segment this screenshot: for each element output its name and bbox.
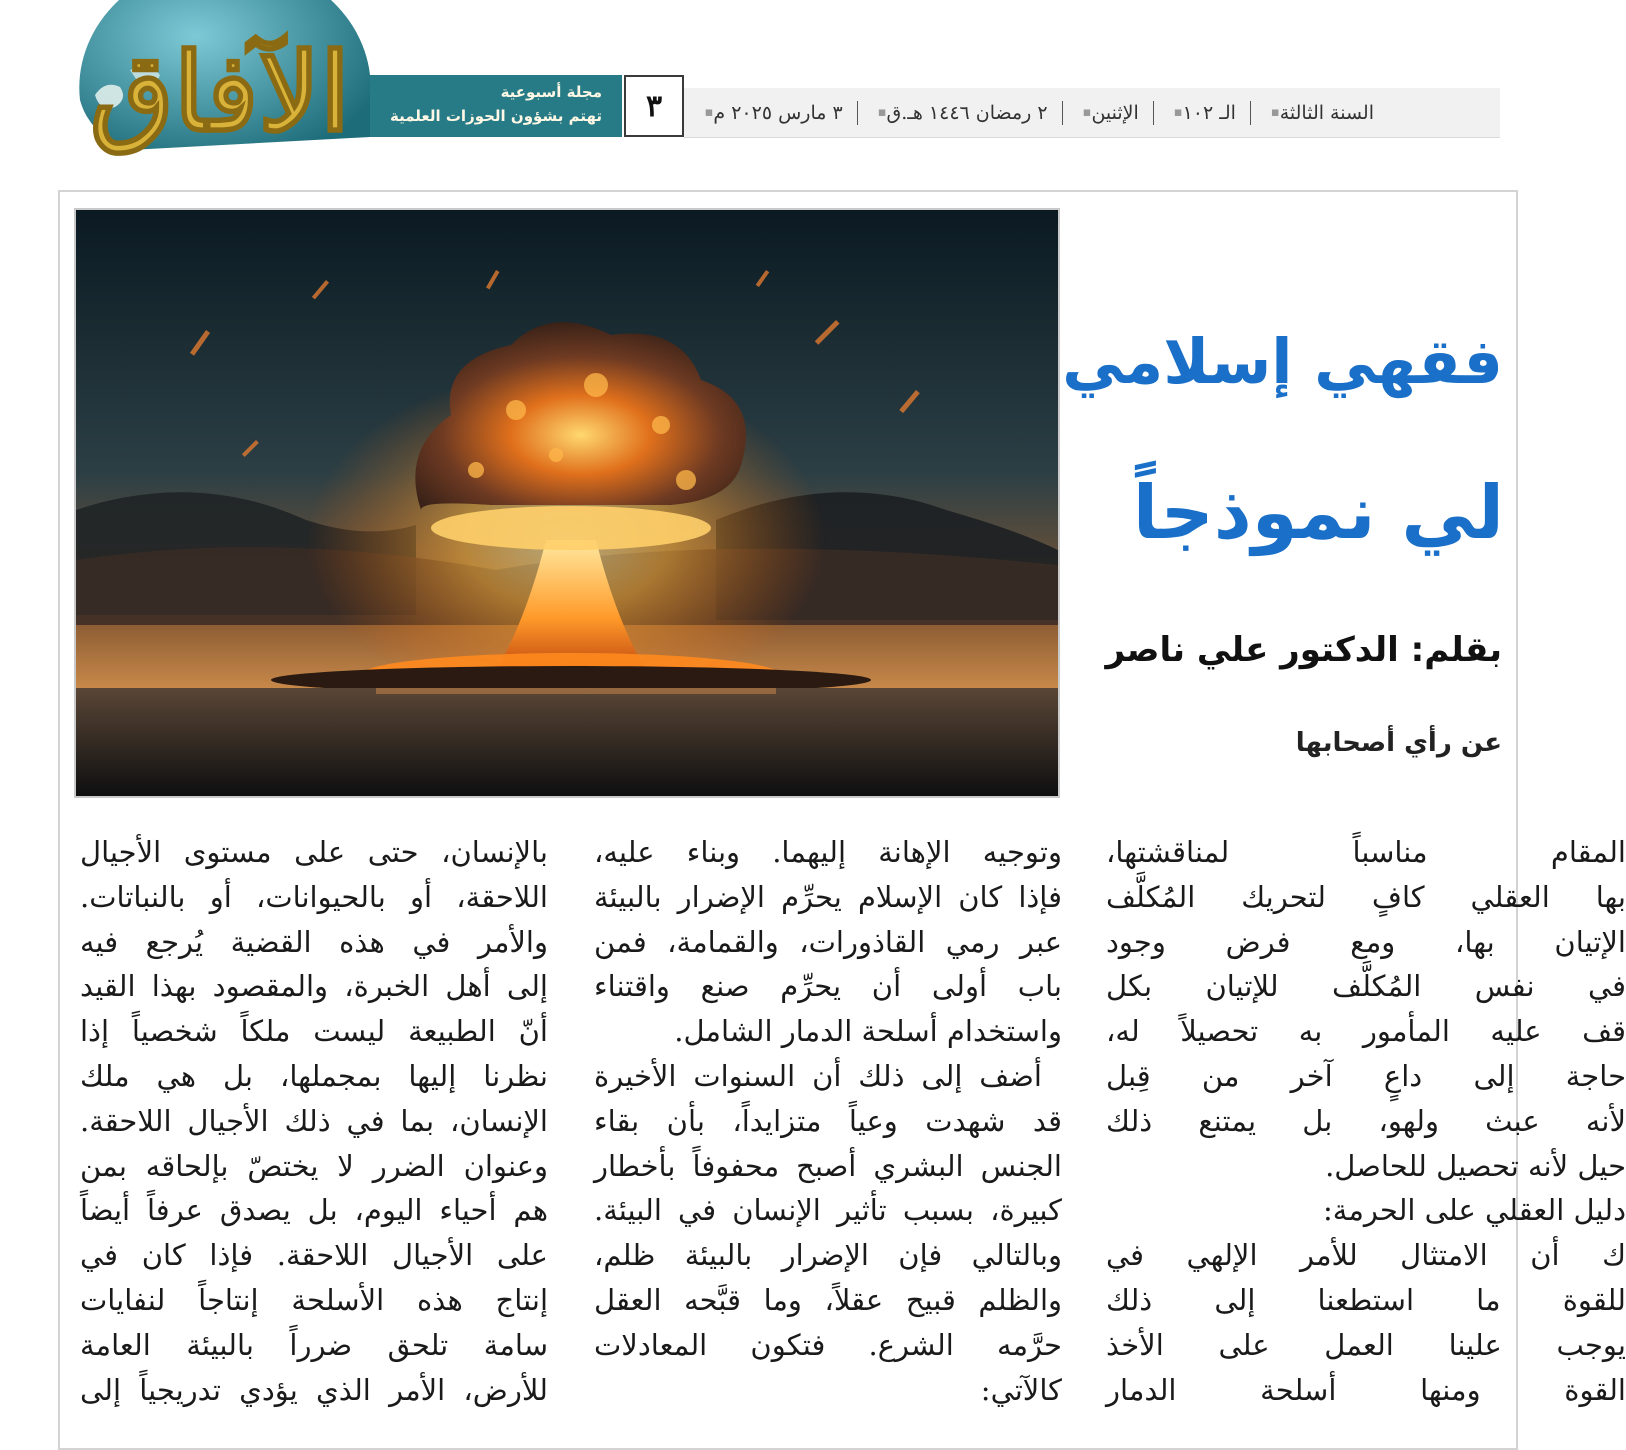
text-line: هم أحياء اليوم، بل يصدق عرفاً أيضاً [80, 1193, 548, 1228]
headline-line-2: لي نموذجاً [1132, 470, 1504, 556]
issue-year: ▪ السنة الثالثة [1270, 101, 1374, 124]
divider [857, 101, 858, 125]
text-line: حاجة إلى داعٍ آخر من قِبل [1106, 1058, 1626, 1093]
text-line: إنتاج هذه الأسلحة إنتاجاً لنفايات [80, 1282, 548, 1317]
text-line: كبيرة، بسبب تأثير الإنسان في البيئة. [594, 1193, 1062, 1228]
byline: بقلم: الدكتور علي ناصر [1105, 630, 1502, 670]
text-line: واستخدام أسلحة الدمار الشامل. [674, 1014, 1062, 1049]
text-line: وتوجيه الإهانة إليهما. وبناء عليه، [594, 835, 1062, 869]
issue-hijri-date: ▪ ٢ رمضان ١٤٤٦ هـ.ق [877, 101, 1048, 124]
mushroom-cloud-image [76, 210, 1058, 796]
text-line: للأرض، الأمر الذي يؤدي تدريجياً إلى [80, 1372, 548, 1407]
tagline-band [370, 75, 622, 137]
text-line: لأنه عبث ولهو، بل يمتنع ذلك [1106, 1103, 1626, 1138]
tagline-1: مجلة أسبوعية [500, 83, 602, 101]
headline-line-1: فقهي إسلامي [1062, 325, 1503, 398]
tagline-2: تهتم بشؤون الحوزات العلمية [390, 107, 602, 125]
text-line: حرَّمه الشرع. فتكون المعادلات [594, 1327, 1062, 1362]
issue-number: ▪ الـ ١٠٢ [1173, 101, 1236, 124]
text-line: الإتيان بها، ومع فرض وجود [1106, 924, 1626, 959]
logo [70, 0, 370, 175]
text-line: الجنس البشري أصبح محفوفاً بأخطار [594, 1148, 1062, 1183]
text-line: القوة ومنها أسلحة الدمار [1106, 1372, 1626, 1407]
article-photo [74, 208, 1060, 798]
article-column-left [80, 830, 548, 1427]
text-line: بها العقلي كافٍ لتحريك المُكلَّف [1106, 879, 1626, 914]
text-line: باب أولى أن يحرِّم صنع واقتناء [594, 969, 1062, 1004]
issue-gregorian-date: ▪ ٣ مارس ٢٠٢٥ م [704, 101, 843, 124]
text-line: أضف إلى ذلك أن السنوات الأخيرة [594, 1058, 1042, 1093]
text-line: الإنسان، بما في ذلك الأجيال اللاحقة. [80, 1103, 548, 1138]
text-line: أنّ الطبيعة ليست ملكاً شخصياً إذا [80, 1014, 548, 1049]
issue-info-bar [684, 88, 1500, 138]
text-line: إلى أهل الخبرة، والمقصود بهذا القيد [80, 969, 548, 1004]
text-line: قد شهدت وعياً متزايداً، بأن بقاء [594, 1103, 1062, 1138]
text-line: بالإنسان، حتى على مستوى الأجيال [80, 835, 548, 869]
text-line: وعنوان الضرر لا يختصّ بإلحاقه بمن [80, 1148, 548, 1183]
text-line: يوجب علينا العمل على الأخذ [1106, 1327, 1626, 1362]
article-column-middle [594, 830, 1062, 1427]
text-line: كالآتي: [980, 1372, 1062, 1407]
text-line: عبر رمي القاذورات، والقمامة، فمن [594, 924, 1062, 959]
text-line: حيل لأنه تحصيل للحاصل. [1325, 1148, 1626, 1183]
text-line: على الأجيال اللاحقة. فإذا كان في [80, 1238, 548, 1273]
text-line: سامة تلحق ضرراً بالبيئة العامة [80, 1327, 548, 1362]
logo-text: الآفاق [90, 30, 350, 156]
text-line: في نفس المُكلَّف للإتيان بكل [1106, 969, 1626, 1004]
divider [1250, 101, 1251, 125]
text-line: قف عليه المأمور به تحصيلاً له، [1106, 1014, 1626, 1049]
article-column-right [1106, 830, 1626, 1427]
text-line: للقوة ما استطعنا إلى ذلك [1106, 1282, 1626, 1317]
text-line: المقام مناسباً لمناقشتها، [1106, 835, 1626, 869]
divider [1153, 101, 1154, 125]
page-number: ٣ [624, 75, 684, 137]
text-line: وبالتالي فإن الإضرار بالبيئة ظلم، [594, 1238, 1062, 1273]
text-line: دليل العقلي على الحرمة: [1323, 1193, 1626, 1228]
text-line: فإذا كان الإسلام يحرِّم الإضرار بالبيئة [594, 879, 1062, 914]
divider [1062, 101, 1063, 125]
issue-weekday: ▪ الإثنين [1082, 101, 1139, 124]
text-line: ك أن الامتثال للأمر الإلهي في [1106, 1238, 1626, 1273]
text-line: والأمر في هذه القضية يُرجع فيه [80, 924, 548, 959]
text-line: اللاحقة، أو بالحيوانات، أو بالنباتات. [80, 879, 548, 914]
disclaimer: عن رأي أصحابها [1295, 728, 1502, 758]
text-line: نظرنا إليها بمجملها، بل هي ملك [80, 1058, 548, 1093]
text-line: والظلم قبيح عقلاً، وما قبَّحه العقل [594, 1282, 1062, 1317]
